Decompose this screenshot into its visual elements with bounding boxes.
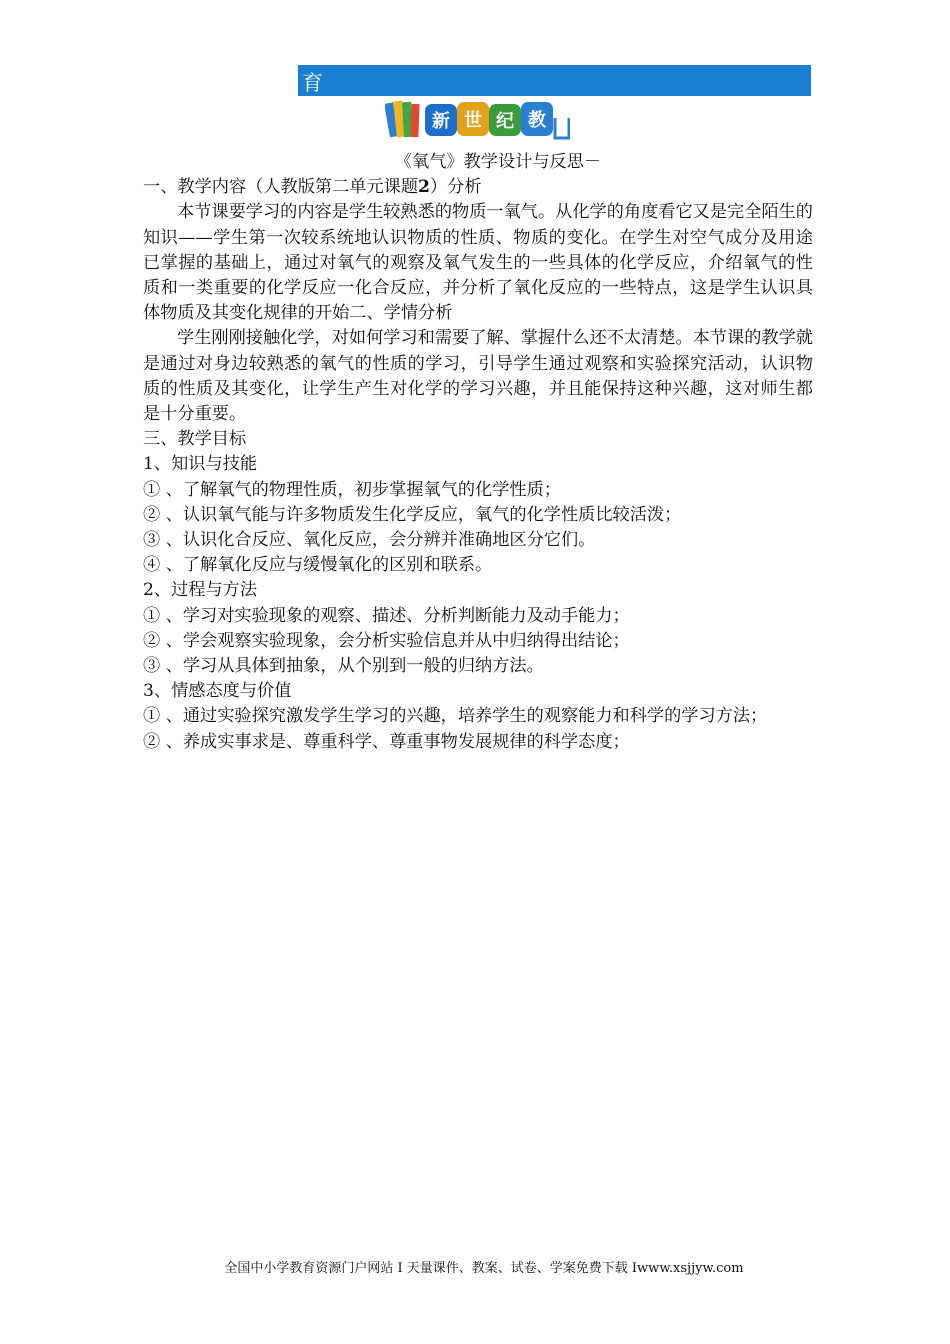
list-item: ① 、通过实验探究激发学生学习的兴趣，培养学生的观察能力和科学的学习方法；	[143, 706, 768, 727]
document-title: 《氧气》教学设计与反思－	[394, 152, 602, 172]
list-item: ③ 、认识化合反应、氧化反应，会分辨并准确地区分它们。	[143, 530, 596, 551]
section-heading-text: 一、教学内容（人教版第二单元课题	[143, 177, 419, 198]
section-heading	[143, 175, 813, 200]
list-item: ① 、了解氧气的物理性质，初步掌握氧气的化学性质；	[143, 479, 561, 500]
paragraph: 本节课要学习的内容是学生较熟悉的物质一氧气。从化学的角度看它又是完全陌生的知识——学生第一次较系统地认识物质的性质、物质的变化。在学生对空气成分及用途已掌握的基础上，通过对氧气的观察及氧气发生的一些具体的化学反应，介绍氧气的性质和一类重要的化学反应一化合反应，并分析了氧化反应的一些特点，这是学生认识具体物质及其变化规律的开始二、学情分析	[143, 202, 813, 324]
logo-char: 纪	[496, 111, 514, 132]
section-heading-text: ）分析	[429, 177, 482, 198]
list-item: ② 、认识氧气能与许多物质发生化学反应，氧气的化学性质比较活泼；	[143, 504, 682, 525]
list-item: ① 、学习对实验现象的观察、描述、分析判断能力及动手能力；	[143, 605, 630, 626]
publisher-logo	[385, 98, 570, 143]
subsection-heading: 2、过程与方法	[143, 580, 258, 601]
section-heading: 三、教学目标	[143, 429, 247, 450]
list-item: ③ 、学习从具体到抽象，从个别到一般的归纳方法。	[143, 656, 544, 677]
logo-char: 世	[464, 110, 482, 131]
subsection-heading: 3、情感态度与价值	[143, 681, 292, 702]
section-heading-number: 2	[418, 177, 430, 198]
logo-char: 教	[528, 110, 546, 131]
logo-char: 新	[432, 111, 450, 132]
page-footer: 全国中小学教育资源门户网站 I 天量课件、教案、试卷、学案免费下载 Iwww.xsjjyw.com	[224, 1261, 744, 1276]
paragraph: 学生刚刚接触化学，对如何学习和需要了解、掌握什么还不太清楚。本节课的教学就是通过对身边较熟悉的氧气的性质的学习，引导学生通过观察和实验探究活动，认识物质的性质及其变化，让学生产生对化学的学习兴趣，并且能保持这种兴趣，这对师生都是十分重要。	[143, 328, 813, 425]
header-banner	[298, 65, 811, 96]
list-item: ② 、学会观察实验现象，会分析实验信息并从中归纳得出结论；	[143, 630, 630, 651]
list-item: ② 、养成实事求是、尊重科学、尊重事物发展规律的科学态度；	[143, 731, 630, 752]
subsection-heading: 1、知识与技能	[143, 454, 258, 475]
document-body	[143, 150, 813, 755]
list-item: ④ 、了解氧化反应与缓慢氧化的区别和联系。	[143, 555, 493, 576]
header-banner-text: 育	[302, 71, 323, 95]
